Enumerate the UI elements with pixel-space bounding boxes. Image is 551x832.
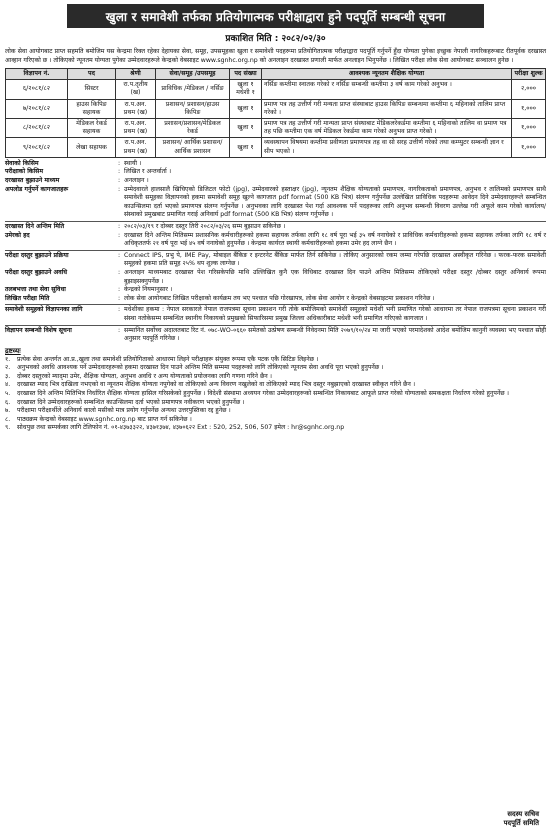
vacancy-table: [5, 68, 546, 158]
info-row-age-limit: उमेरको हद : दरखास्त दिने अन्तिम मितिसम्म प्रशासनिक कर्मचारीहरूको हकमा सहायक तर्फका लागि १८ वर्ष पूरा भई ३५ वर्ष ननाघेको र प्राविधिक कर्मचारीहरूको हकमा सहायक तर्फका लागि १८ वर्ष र अधिकृततर्फ २१ वर्ष पूरा भई ४५ वर्ष ननाघेको हुनुपर्नेछ । केन्द्रमा कार्यरत स्थायी कर्मचारीहरूको हकमा उमेर हद लाग्ने छैन ।: [5, 231, 546, 248]
ad-no: ८/२०८१/८२: [6, 119, 68, 138]
ad-no: ६/२०८१/८२: [6, 80, 68, 99]
list-item: [5, 424, 546, 433]
header-count: पद संख्या: [230, 69, 262, 80]
info-row-exam-date: लिखित परीक्षा मिति : लोक सेवा आयोगबाट लिखित परीक्षाको कार्यक्रम तय भए पश्चात पछि गोरखापत्र, लोक सेवा आयोग र केन्द्रको वेबसाइटमा प्रकाशन गरिनेछ ।: [5, 295, 546, 304]
ad-no: ७/२०८१/८२: [6, 99, 68, 118]
vacancy-table-header: [6, 69, 546, 80]
info-label: लिखित परीक्षा मिति: [5, 294, 50, 302]
info-label: परीक्षा दस्तुर बुझाउने प्रक्रिया: [5, 251, 69, 259]
note-text: दरखास्त दिने उम्मेदवारहरूको सम्बन्धित काउन्सिलमा दर्ता भएको प्रमाणपत्र नवीकरण भएको हुनुपर्नेछ ।: [17, 398, 245, 406]
note-number: ६.: [5, 398, 11, 406]
info-label: तलबभत्ता तथा सेवा सुविधा: [5, 286, 66, 294]
level: रा.प.अन. प्रथम (ख): [116, 138, 156, 157]
note-number: ५.: [5, 390, 11, 398]
note-number: ७.: [5, 407, 11, 415]
fee: १,०००: [512, 99, 546, 118]
count: खुला १: [230, 138, 262, 157]
intro-paragraph: लोक सेवा आयोगबाट प्राप्त सहमति बमोजिम यस केन्द्रमा रिक्त रहेका देहायका सेवा, समूह, उपसमूहका खुला र समावेशी पदहरूमा प्रतियोगितात्मक परीक्षाद्वारा पदपूर्ति गर्नुपर्ने हुँदा योग्यता पुगेका इच्छुक नेपाली नागरिकहरूबाट रीतपूर्वक दरखास्त आव्हान गरिएको छ । तोकिएको न्यूनतम योग्यता पुगेका उम्मेदवारहरूले केन्द्रको वेबसाइट www.sgnhc.org.np को अनलाइन दरखास्त प्रणाली मार्फत अनलाइन भिनुपर्नेछ । लिखित परीक्षा लोक सेवा आयोगबाट सञ्चालन हुनेछ ।: [5, 48, 546, 64]
notice-title: खुला र समावेशी तर्फका प्रतियोगात्मक परीक्षाद्वारा हुने पदपूर्ति सम्बन्धी सूचना: [67, 4, 484, 28]
service: प्रशासन/ आर्थिक प्रशासन/ आर्थिक प्रशासन: [156, 138, 230, 157]
header-service: सेवा/समूह /उपसमूह: [156, 69, 230, 80]
info-label: विज्ञापन सम्बन्धी विशेष सूचना: [5, 326, 72, 334]
info-value: अनलाइन माध्यमबाट दरखास्त पेश गरिसकेपछि माथि उल्लिखित कुनै एक विधिबाट दरखास्त दिन पाउने अन्तिम मितिसम्म तोकिएको परीक्षा दस्तुर /दोब्बर दस्तुर अनिवार्य रूपमा बुझाइसक्नुपर्नेछ ।: [124, 268, 546, 285]
info-label: परीक्षाको किसिम: [5, 168, 44, 176]
info-row-inclusive: समावेशी समूहको विज्ञापनका लागि : मधेशीका हकमा : नेपाल सरकारले नेपाल राजपत्रमा सूचना प्रकाशन गरी तोके बमोजिमको समावेशी समूहको मधेशी भनी प्रमाणित गरेको आधारमा तर नेपाल राजपत्रमा सूचना प्रकाशन गरी संस्था नतोकेसम्म सम्बन्धित स्थानीय निकायको प्रमुखको सिफारिसमा प्रमुख जिल्ला अधिकारीबाट मधेशी भनी प्रमाणित गरिएको कागजात ।: [5, 306, 546, 322]
signature-title: सदस्य सचिव: [507, 810, 539, 818]
note-text: परीक्षामा परीक्षार्थीले अनिवार्य कालो मसीको मात्र प्रयोग गर्नुपर्नेछ अन्यथा उत्तरपुस्तिका रद्द हुनेछ ।: [17, 407, 231, 415]
note-text: दरखास्त दिने अन्तिम मितिभित्र निर्धारित शैक्षिक योग्यता हासिल गरिसकेको हुनुपर्नेछ । विदेशी संस्थामा अध्ययन गरेका उम्मेदवारहरूको सम्बन्धित निकायबाट आफूले प्राप्त गरेको योग्यताको समकक्षता निर्धारण गरेको हुनुपर्नेछ ।: [17, 390, 509, 398]
note-number: १.: [5, 355, 11, 363]
info-value: अनलाइन ।: [124, 177, 149, 185]
info-row-fee-period: परीक्षा दस्तुर बुझाउने अवधि : अनलाइन माध्यमबाट दरखास्त पेश गरिसकेपछि माथि उल्लिखित कुनै एक विधिबाट दरखास्त दिन पाउने अन्तिम मितिसम्म तोकिएको परीक्षा दस्तुर /दोब्बर दस्तुर अनिवार्य रूपमा बुझाइसक्नुपर्नेछ ।: [5, 268, 546, 285]
table-row: [6, 138, 546, 157]
level: रा.प.तृतीय (ख): [116, 80, 156, 99]
post: सिस्टर: [68, 80, 116, 99]
table-row: [6, 80, 546, 99]
info-row-submission-medium: दरखास्त बुझाउने माध्यम : अनलाइन ।: [5, 177, 546, 186]
info-value: केन्द्रको नियमानुसार ।: [124, 286, 173, 294]
info-row-fee-process: परीक्षा दस्तुर बुझाउने प्रक्रिया : Connect IPS, प्रभु पे, IME Pay, मोबाइल बैंकिङ र इन्टरनेट बैंकिङ मार्फत तिर्न सकिनेछ । तोकिए अनुसारको रकम जम्मा गरेपछि दरखास्त अस्वीकृत गरिनेछ । फरक-फरक समावेशी समूहको हकमा प्रति समूह २५% थप शुल्क लाग्नेछ ।: [5, 251, 546, 268]
note-number: ८.: [5, 415, 11, 423]
post: मेडिकल रेकर्ड सहायक: [68, 119, 116, 138]
fee: २,०००: [512, 80, 546, 99]
table-row: [6, 99, 546, 118]
header-fee: परीक्षा शुल्क: [512, 69, 546, 80]
list-item: [5, 390, 546, 399]
note-text: सोधपुछ तथा सम्पर्कका लागि टेलिफोन नं. ०१-४३७३३२२, ४३७१३७४, ४३७०६२२ Ext : 520, 252, 506, 507 इमेल : hr@sgnhc.org.np: [17, 424, 345, 432]
info-row-documents: अपलोड गर्नुपर्ने कागजातहरू : उम्मेदवारले हालसालै खिचिएको डिजिटल फोटो (jpg), उम्मेदवारको हस्ताक्षर (jpg), न्यूनतम शैक्षिक योग्यताको प्रमाणपत्र, नागरिकताको प्रमाणपत्र, अनुभव र तालिमको प्रमाणपत्र साथै समावेशी समूहका विज्ञापनको हकमा समावेशी समूह खुल्ने कागजात pdf format (500 KB भित्र) संलग्न गर्नुपर्नेछ उल्लेखित प्राविधिक पदहरूमा आवेदन दिने उम्मेदवारहरूले सम्बन्धित काउन्सिलमा दर्ता भएको प्रमाणपत्र संलग्न गर्नुपर्नेछ । अनुभवका लागि दरखास्त पेश गर्दा आवश्यक पर्ने पदहरूका लागि अनुभव सम्बन्धी विवरण उल्लेख गरी अफूले काम गरेको कार्यालय/संस्थाको प्रमुखबाट प्रमाणित गराई अनिवार्य pdf format (500 KB भित्र) संलग्न गर्नुपर्नेछ ।: [5, 185, 546, 219]
info-value: दरखास्त दिने अन्तिम मितिसम्म प्रशासनिक कर्मचारीहरूको हकमा सहायक तर्फका लागि १८ वर्ष पूरा भई ३५ वर्ष ननाघेको र प्राविधिक कर्मचारीहरूको हकमा सहायक तर्फका लागि १८ वर्ष र अधिकृततर्फ २१ वर्ष पूरा भई ४५ वर्ष ननाघेको हुनुपर्नेछ । केन्द्रमा कार्यरत स्थायी कर्मचारीहरूको हकमा उमेर हद लाग्ने छैन ।: [124, 231, 546, 248]
info-row-deadline: दरखास्त दिने अन्तिम मिति : २०८२/०३/१९ र दोब्बर दस्तुर तिरी २०८२/०३/२६ सम्म बुझाउन सकिनेछ ।: [5, 223, 546, 232]
qualification: व्यवस्थापन विषयमा कम्तीमा प्रवीणता प्रमाणपत्र तह वा सो सरह उत्तीर्ण गरेको तथा कम्प्युटर सम्बन्धी ज्ञान र सीप भएको ।: [262, 138, 512, 157]
qualification: प्रमाण पत्र तह उत्तीर्ण गरी मान्यता प्राप्त संस्थाबाट मेडिकलरेकर्डमा कम्तीमा ६ महिनाको तालिम वा प्रमाण पत्र तह पछि कम्तीमा एक वर्ष मेडिकल रेकर्डमा काम गरेको अनुभव प्राप्त गरेको ।: [262, 119, 512, 138]
level: रा.प.अन. प्रथम (ख): [116, 99, 156, 118]
published-date: प्रकाशित मिति : २०८२/०२/३०: [225, 34, 326, 44]
note-text: अनुभवको अवधि आवश्यक पर्ने उम्मेदवारहरूको हकमा दरखास्त दिन पाउने अन्तिम मिति सम्ममा पदहरूको लागि तोकिएको न्यूनतम सेवा अवधि पूरा भएको हुनुपर्नेछ ।: [17, 364, 384, 372]
notes-list: [5, 356, 546, 433]
info-label: दरखास्त बुझाउने माध्यम: [5, 177, 60, 185]
info-label: दरखास्त दिने अन्तिम मिति: [5, 222, 65, 230]
header-post: पद: [68, 69, 116, 80]
info-value: मधेशीका हकमा : नेपाल सरकारले नेपाल राजपत्रमा सूचना प्रकाशन गरी तोके बमोजिमको समावेशी समूहको मधेशी भनी प्रमाणित गरेको आधारमा तर नेपाल राजपत्रमा सूचना प्रकाशन गरी संस्था नतोकेसम्म सम्बन्धित स्थानीय निकायको प्रमुखको सिफारिसमा प्रमुख जिल्ला अधिकारीबाट मधेशी भनी प्रमाणित गरिएको कागजात ।: [124, 306, 546, 322]
note-number: २.: [5, 364, 11, 372]
info-label: उमेरको हद: [5, 231, 30, 239]
qualification: प्रमाण पत्र तह उत्तीर्ण गरी मन्यता प्राप्त संस्थाबाट हाउस किपिङ सम्बन्धमा कम्तीमा ६ महिनाको तालिम प्राप्त गरेको ।: [262, 99, 512, 118]
list-item: [5, 407, 546, 416]
info-value: सम्मानित सर्वोच्च अदालतबाट रिट नं. ०७८-WO-०६६० समेतको उत्प्रेषण सम्बन्धी निवेदनमा मिति २०७९/१०/२४ मा जारी भएको परमादेशको आदेश बमोजिम कानुनी व्यवस्था भए पश्चात सोही अनुसार पदपूर्ति गरिनेछ ।: [124, 326, 546, 343]
service: प्रशासन/ प्रशासन/हाउस किपिङ: [156, 99, 230, 118]
count: खुला १ मधेशी १: [230, 80, 262, 99]
qualification: नर्सिङ कम्तीमा स्नातक गरेको र नर्सिङ सम्बन्धी कम्तीमा ३ वर्ष काम गरेको अनुभव ।: [262, 80, 512, 99]
note-text: दरखास्त म्याद भित्र दाखिला नभएको वा न्यूनतम शैक्षिक योग्यता नपुगेको वा तोकिएको अन्य विवरण नखुलेको वा तोकिएको म्याद भित्र दस्तुर नबुझाएको दरखास्त स्वीकृत गरिने छैन ।: [17, 381, 416, 389]
divider: [5, 221, 546, 222]
header-qualification: आवश्यक न्यूनतम शैक्षिक योग्यता: [262, 69, 512, 80]
service: प्रशासन/प्रशासन/मेडिकल रेकर्ड: [156, 119, 230, 138]
table-row: [6, 119, 546, 138]
list-item: [5, 356, 546, 365]
info-section: [5, 160, 546, 344]
signature-block: [504, 810, 539, 828]
info-value: उम्मेदवारले हालसालै खिचिएको डिजिटल फोटो (jpg), उम्मेदवारको हस्ताक्षर (jpg), न्यूनतम शैक्षिक योग्यताको प्रमाणपत्र, नागरिकताको प्रमाणपत्र, अनुभव र तालिमको प्रमाणपत्र साथै समावेशी समूहका विज्ञापनको हकमा समावेशी समूह खुल्ने कागजात pdf format (500 KB भित्र) संलग्न गर्नुपर्नेछ उल्लेखित प्राविधिक पदहरूमा आवेदन दिने उम्मेदवारहरूले सम्बन्धित काउन्सिलमा दर्ता भएको प्रमाणपत्र संलग्न गर्नुपर्नेछ । अनुभवका लागि दरखास्त पेश गर्दा आवश्यक पर्ने पदहरूका लागि अनुभव सम्बन्धी विवरण उल्लेख गरी अफूले काम गरेको कार्यालय/संस्थाको प्रमुखबाट प्रमाणित गराई अनिवार्य pdf format (500 KB भित्र) संलग्न गर्नुपर्नेछ ।: [124, 185, 546, 219]
info-label: सेवाको किसिम: [5, 159, 39, 167]
list-item: [5, 364, 546, 373]
info-value: लिखित र अन्तर्वार्ता ।: [124, 168, 172, 176]
note-number: ३.: [5, 372, 11, 380]
service: प्राविधिक /मेडिकल / नर्सिङ: [156, 80, 230, 99]
note-number: ९.: [5, 424, 11, 432]
info-label: परीक्षा दस्तुर बुझाउने अवधि: [5, 268, 68, 276]
note-number: ४.: [5, 381, 11, 389]
info-row-service-type: सेवाको किसिम : स्थायी ।: [5, 160, 546, 169]
info-row-special-notice: विज्ञापन सम्बन्धी विशेष सूचना : सम्मानित सर्वोच्च अदालतबाट रिट नं. ०७८-WO-०६६० समेतको उत्प्रेषण सम्बन्धी निवेदनमा मिति २०७९/१०/२४ मा जारी भएको परमादेशको आदेश बमोजिम कानुनी व्यवस्था भए पश्चात सोही अनुसार पदपूर्ति गरिनेछ ।: [5, 326, 546, 343]
notes-title: द्रष्टव्यः: [5, 346, 21, 355]
info-value: २०८२/०३/१९ र दोब्बर दस्तुर तिरी २०८२/०३/२६ सम्म बुझाउन सकिनेछ ।: [124, 222, 286, 230]
info-value: लोक सेवा आयोगबाट लिखित परीक्षाको कार्यक्रम तय भए पश्चात पछि गोरखापत्र, लोक सेवा आयोग र केन्द्रको वेबसाइटमा प्रकाशन गरिनेछ ।: [124, 294, 435, 302]
info-label: अपलोड गर्नुपर्ने कागजातहरू: [5, 185, 69, 193]
info-row-salary: तलबभत्ता तथा सेवा सुविधा : केन्द्रको नियमानुसार ।: [5, 286, 546, 295]
note-text: दोब्बर दस्तुरको म्याद्‌मा उमेर, शैक्षिक योग्यता, अनुभव अवधि र अन्य योग्यताको प्रयोजनका लागि गणना गरिने छैन ।: [17, 372, 273, 380]
count: खुला १: [230, 99, 262, 118]
info-value: स्थायी ।: [124, 159, 142, 167]
header-level: श्रेणी: [116, 69, 156, 80]
info-label: समावेशी समूहको विज्ञापनका लागि: [5, 306, 83, 314]
note-text: प्रत्येक सेवा अन्तर्गत आ.प्र.,खुला तथा समावेशी प्रतियोगिताको आधारमा लिइने परीक्षाहरू संयुक्त रूपमा एकै पटक एकै सिटिङ लिइनेछ ।: [17, 355, 319, 363]
ad-no: ९/२०८१/८२: [6, 138, 68, 157]
list-item: [5, 381, 546, 390]
note-text: पाठ्यक्रम केन्द्रको वेबसाइट www.sgnhc.org.np बाट प्राप्त गर्न सकिनेछ ।: [17, 415, 192, 423]
info-value: Connect IPS, प्रभु पे, IME Pay, मोबाइल बैंकिङ र इन्टरनेट बैंकिङ मार्फत तिर्न सकिनेछ । तोकिए अनुसारको रकम जम्मा गरेपछि दरखास्त अस्वीकृत गरिनेछ । फरक-फरक समावेशी समूहको हकमा प्रति समूह २५% थप शुल्क लाग्नेछ ।: [124, 251, 546, 268]
fee: १,०००: [512, 138, 546, 157]
post: लेखा सहायक: [68, 138, 116, 157]
list-item: [5, 399, 546, 408]
fee: १,०००: [512, 119, 546, 138]
count: खुला १: [230, 119, 262, 138]
signature-committee: पदपूर्ति समिति: [503, 819, 539, 827]
divider: [5, 250, 546, 251]
level: रा.प.अन. प्रथम (ख): [116, 119, 156, 138]
info-row-exam-type: परीक्षाको किसिम : लिखित र अन्तर्वार्ता ।: [5, 168, 546, 177]
header-ad-no: विज्ञापन नं.: [6, 69, 68, 80]
post: हाउस किपिङ सहायक: [68, 99, 116, 118]
divider: [5, 325, 546, 326]
